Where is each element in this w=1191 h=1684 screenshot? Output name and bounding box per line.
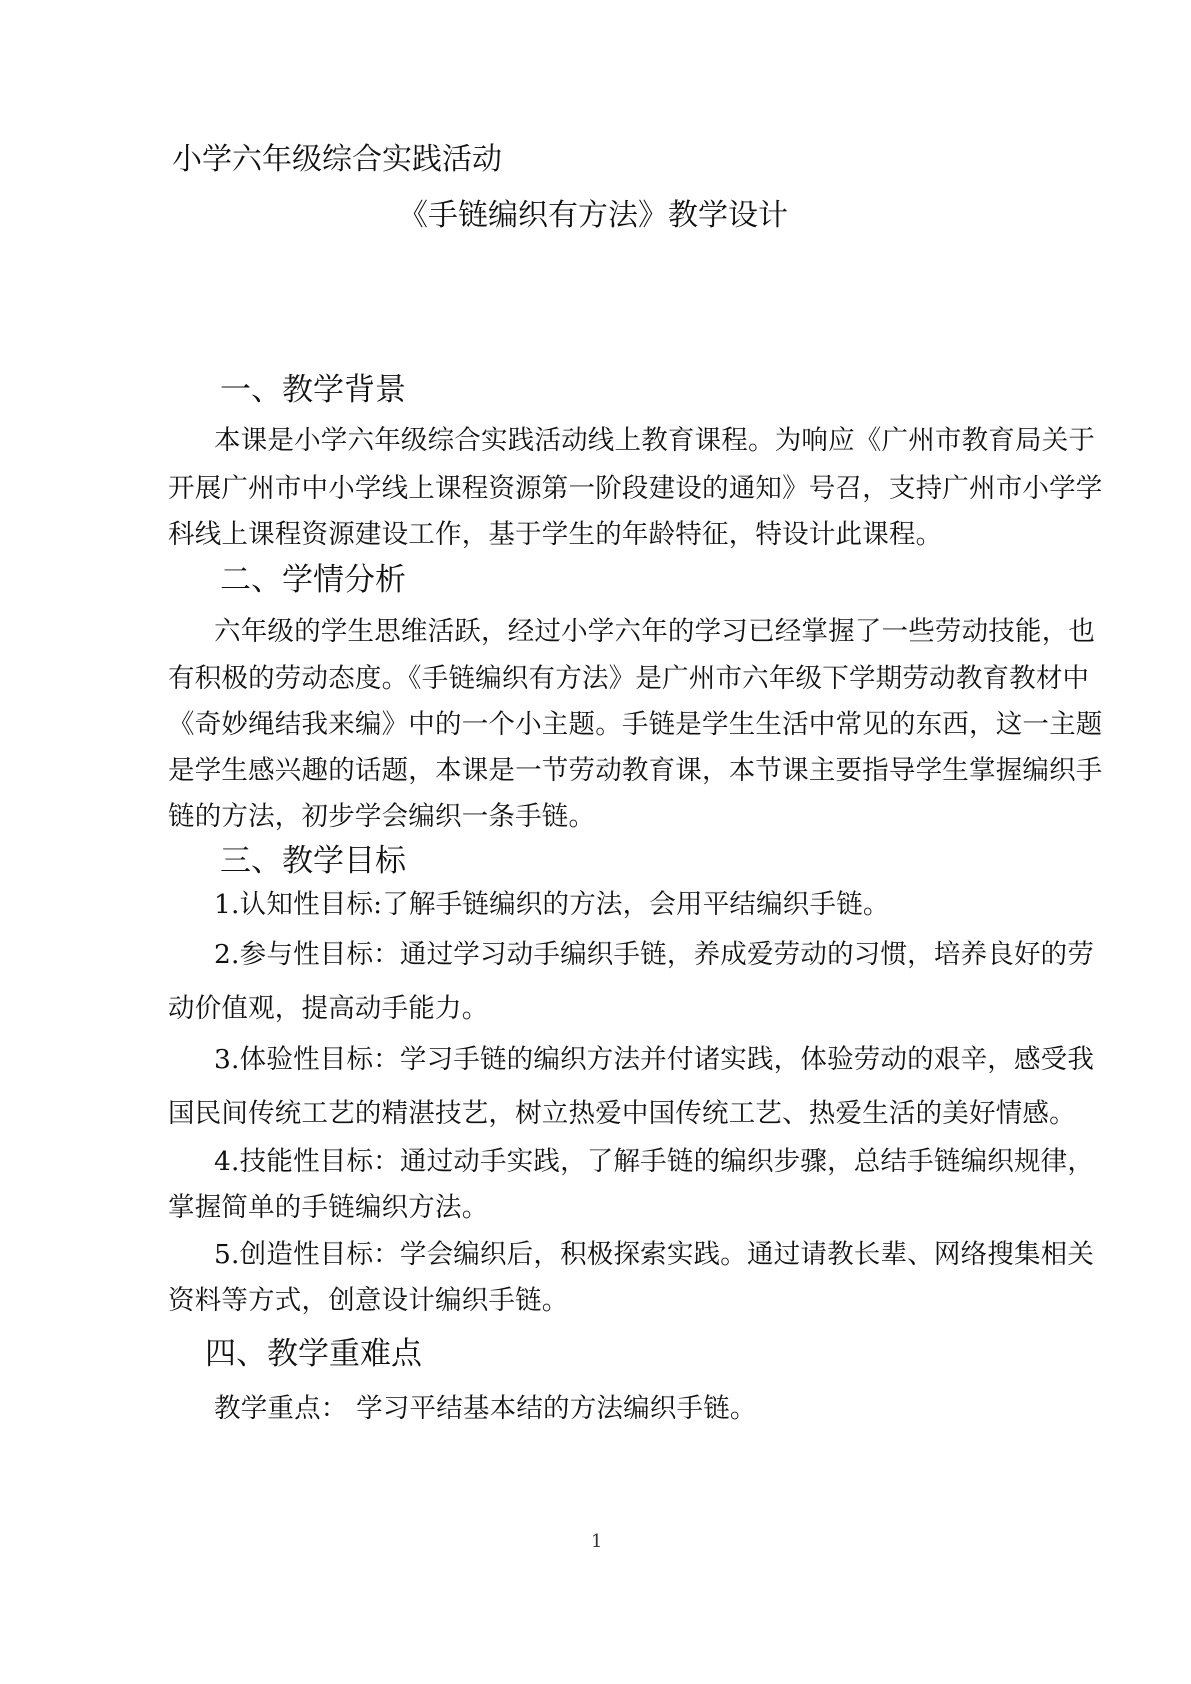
- analysis-line: 链的方法，初步学会编织一条手链。: [168, 801, 596, 832]
- objective-line: 资料等方式，创意设计编织手链。: [168, 1285, 569, 1316]
- analysis-line: 《奇妙绳结我来编》中的一个小主题。手链是学生生活中常见的东西，这一主题: [168, 709, 1103, 740]
- document-title: 《手链编织有方法》教学设计: [398, 198, 788, 233]
- background-line: 科线上课程资源建设工作，基于学生的年龄特征，特设计此课程。: [168, 519, 943, 550]
- analysis-line: 是学生感兴趣的话题，本课是一节劳动教育课，本节课主要指导学生掌握编织手: [168, 755, 1103, 786]
- section-heading-background: 一、教学背景: [220, 372, 406, 408]
- objective-line: 4.技能性目标：通过动手实践，了解手链的编织步骤，总结手链编织规律，: [214, 1146, 1095, 1177]
- subject-line: 小学六年级综合实践活动: [172, 142, 502, 177]
- background-line: 开展广州市中小学线上课程资源第一阶段建设的通知》号召，支持广州市小学学: [168, 473, 1103, 504]
- objective-line: 动价值观，提高动手能力。: [168, 993, 489, 1024]
- objective-line: 1.认知性目标:了解手链编织的方法，会用平结编织手链。: [214, 889, 890, 920]
- objective-line: 3.体验性目标：学习手链的编织方法并付诸实践，体验劳动的艰辛，感受我: [214, 1044, 1095, 1075]
- analysis-line: 六年级的学生思维活跃，经过小学六年的学习已经掌握了一些劳动技能，也: [214, 616, 1096, 647]
- objective-line: 5.创造性目标：学会编织后，积极探索实践。通过请教长辈、网络搜集相关: [214, 1239, 1095, 1270]
- objective-line: 2.参与性目标：通过学习动手编织手链，养成爱劳动的习惯，培养良好的劳: [214, 939, 1095, 970]
- section-heading-analysis: 二、学情分析: [220, 562, 406, 598]
- section-heading-objectives: 三、教学目标: [220, 843, 406, 879]
- objective-line: 掌握简单的手链编织方法。: [168, 1192, 489, 1223]
- objective-line: 国民间传统工艺的精湛技艺，树立热爱中国传统工艺、热爱生活的美好情感。: [168, 1098, 1076, 1129]
- section-heading-key-points: 四、教学重难点: [205, 1336, 422, 1372]
- analysis-line: 有积极的劳动态度。《手链编织有方法》是广州市六年级下学期劳动教育教材中: [168, 663, 1090, 694]
- key-point-line: 教学重点： 学习平结基本结的方法编织手链。: [214, 1393, 757, 1424]
- background-line: 本课是小学六年级综合实践活动线上教育课程。为响应《广州市教育局关于: [214, 425, 1096, 456]
- page-number: 1: [591, 1531, 603, 1552]
